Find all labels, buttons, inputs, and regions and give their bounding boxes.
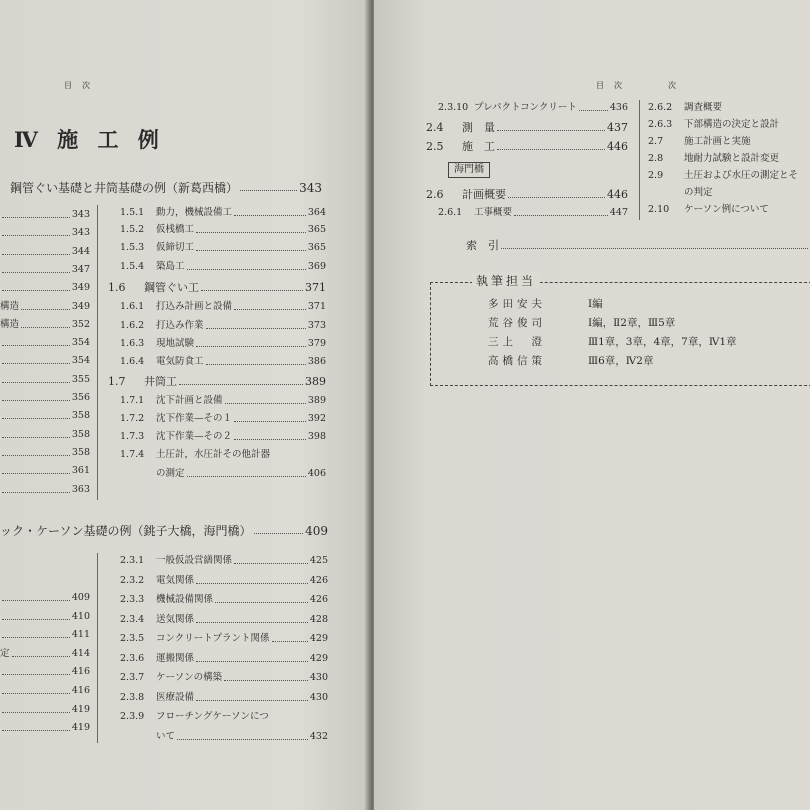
entry-number: 2.6.2 <box>648 102 673 113</box>
toc-entry <box>120 412 326 426</box>
toc-entry-cut <box>0 318 90 332</box>
leader-dots <box>196 691 308 701</box>
entry-page: 406 <box>307 468 326 479</box>
entry-title: 動力，機械設備工 <box>156 207 233 218</box>
leader-dots <box>12 647 70 657</box>
entry-title: プレパクトコンクリート <box>474 102 577 113</box>
toc-entry <box>120 574 328 588</box>
entry-page: 392 <box>307 413 326 424</box>
chapter1-heading-text: 鋼管ぐい基礎と井筒基礎の例（新葛西橋） <box>10 181 239 195</box>
leader-dots <box>254 524 304 534</box>
toc-entry <box>426 140 628 154</box>
leader-dots <box>179 375 303 385</box>
leader-dots <box>206 319 306 329</box>
entry-number: 2.6 <box>426 188 444 201</box>
entry-page: 429 <box>309 633 328 644</box>
toc-entry <box>648 152 810 166</box>
leader-dots <box>2 373 70 383</box>
entry-title: 沈下作業—その１ <box>156 413 233 424</box>
toc-entry <box>120 652 328 666</box>
entry-title: の測定 <box>156 468 185 479</box>
entry-page: 414 <box>71 647 90 659</box>
entry-page: 365 <box>307 242 326 253</box>
entry-page: 426 <box>309 594 328 605</box>
leader-dots <box>2 628 70 638</box>
entry-page: 347 <box>71 263 90 275</box>
entry-title: ケーソンの構築 <box>156 672 223 683</box>
entry-title: 医療設備 <box>156 691 195 703</box>
entry-page: 343 <box>71 227 90 239</box>
leader-dots <box>2 684 70 694</box>
leader-dots <box>501 239 808 249</box>
entry-title: 沈下計画と設備 <box>156 395 223 406</box>
leader-dots <box>21 300 70 310</box>
staff-row <box>488 353 653 368</box>
entry-page: 430 <box>309 672 328 683</box>
toc-entry-cut <box>0 354 90 368</box>
toc-entry <box>120 430 326 444</box>
leader-dots <box>2 226 70 236</box>
toc-entry-cut <box>0 647 90 661</box>
right-running-header-2: 次 <box>668 81 677 90</box>
entry-number: 1.6.3 <box>120 338 145 349</box>
column-divider <box>97 205 98 500</box>
leader-dots <box>196 652 308 662</box>
toc-entry-cut <box>0 336 90 350</box>
entry-page: 410 <box>71 610 90 622</box>
entry-page: 416 <box>71 685 90 696</box>
staff-role: Ⅲ1章，3章，4章，7章，Ⅳ1章 <box>588 336 737 348</box>
leader-dots <box>196 241 306 251</box>
toc-entry <box>438 206 628 220</box>
toc-entry <box>648 169 810 183</box>
column-divider <box>639 100 640 220</box>
entry-page: 379 <box>307 338 326 349</box>
toc-entry <box>120 448 326 462</box>
entry-title: 定 <box>0 647 10 659</box>
right-page <box>374 0 810 810</box>
entry-page: 429 <box>309 652 328 664</box>
right-running-header: 目 次 <box>596 81 623 90</box>
staff-row <box>488 315 675 330</box>
entry-page: 419 <box>71 722 90 734</box>
entry-title: 仮桟橋工 <box>156 224 195 235</box>
leader-dots <box>2 245 70 255</box>
toc-entry-cut <box>0 300 90 314</box>
toc-entry <box>120 593 328 607</box>
leader-dots <box>234 430 306 440</box>
leader-dots <box>177 730 308 740</box>
toc-entry <box>438 101 628 115</box>
toc-entry-cut <box>0 684 90 698</box>
entry-page: 364 <box>307 207 326 218</box>
entry-title: フローチングケーソンにつ <box>156 711 269 722</box>
index-entry <box>466 239 810 253</box>
column-divider-2 <box>97 553 98 743</box>
leader-dots <box>497 121 605 131</box>
entry-number: 1.6.2 <box>120 320 145 331</box>
entry-number: 2.3.1 <box>120 555 145 566</box>
toc-entry-cut <box>0 428 90 442</box>
leader-dots <box>2 409 70 419</box>
entry-number: 2.3.8 <box>120 691 145 703</box>
entry-page: 411 <box>71 629 90 641</box>
entry-title: コンクリートプラント関係 <box>156 633 270 644</box>
toc-entry <box>426 188 628 202</box>
toc-entry-cut <box>0 281 90 295</box>
staff-row <box>488 296 603 311</box>
leader-dots <box>196 613 308 623</box>
entry-title: 地耐力試験と設計変更 <box>684 153 780 164</box>
toc-entry <box>120 710 328 724</box>
toc-entry <box>120 337 326 351</box>
entry-number: 2.3.10 <box>438 102 469 113</box>
entry-title: 打込み計画と設備 <box>156 301 233 312</box>
entry-page: 358 <box>71 410 90 422</box>
entry-page: 398 <box>307 431 326 442</box>
entry-title: 送気関係 <box>156 613 195 625</box>
leader-dots <box>196 574 308 584</box>
chapter1-heading <box>10 181 322 195</box>
entry-page: 361 <box>71 465 90 477</box>
entry-number: 1.5.3 <box>120 242 145 253</box>
toc-entry-cut <box>0 373 90 387</box>
entry-page: 356 <box>71 392 90 403</box>
toc-entry-cut <box>0 610 90 624</box>
leader-dots <box>240 181 297 191</box>
entry-title: 構造 <box>0 300 20 312</box>
entry-number: 1.5.4 <box>120 261 145 272</box>
entry-title: 現地試験 <box>156 338 195 349</box>
leader-dots <box>225 394 306 404</box>
leader-dots <box>234 206 306 216</box>
entry-page: 386 <box>307 356 326 367</box>
entry-number <box>120 467 156 481</box>
entry-title: 測 量 <box>462 120 495 134</box>
leader-dots <box>187 260 306 270</box>
index-label: 索 引 <box>466 239 499 252</box>
leader-dots <box>206 355 306 365</box>
toc-entry <box>120 355 326 369</box>
entry-number: 1.6 <box>108 281 126 294</box>
entry-title: 井筒工 <box>144 375 177 388</box>
entry-page: 371 <box>305 281 326 294</box>
entry-number: 2.7 <box>648 136 664 147</box>
toc-entry <box>120 300 326 314</box>
leader-dots <box>2 610 70 620</box>
leader-dots <box>272 632 308 642</box>
entry-page: 432 <box>309 730 328 742</box>
leader-dots <box>2 446 70 456</box>
entry-page: 371 <box>307 301 326 312</box>
entry-number: 2.9 <box>648 170 664 181</box>
entry-number <box>120 730 156 744</box>
entry-page: 409 <box>71 592 90 603</box>
toc-entry <box>120 554 328 568</box>
entry-title: 施工計画と実施 <box>684 136 751 147</box>
entry-page: 430 <box>309 691 328 703</box>
entry-number: 1.7.2 <box>120 413 145 424</box>
toc-entry <box>108 375 326 389</box>
entry-title: 電気関係 <box>156 574 195 586</box>
entry-title: 電気防食工 <box>156 356 204 367</box>
leader-dots <box>2 428 70 438</box>
toc-entry <box>120 223 326 237</box>
entry-title: 工事概要 <box>474 207 513 218</box>
leader-dots <box>196 337 306 347</box>
staff-name: 三上 澄 <box>488 336 546 348</box>
toc-entry <box>120 319 326 333</box>
entry-page: 358 <box>71 446 90 458</box>
staff-name: 多田安夫 <box>488 298 546 310</box>
entry-title: 土圧計，水圧計その他計器 <box>156 449 271 460</box>
entry-number: 1.5.2 <box>120 224 145 235</box>
entry-page: 349 <box>71 300 90 312</box>
leader-dots <box>2 464 70 474</box>
entry-title: 鋼管ぐい工 <box>144 281 199 294</box>
leader-dots <box>187 467 306 477</box>
leader-dots <box>196 223 306 233</box>
toc-entry-cut <box>0 721 90 735</box>
toc-entry <box>648 203 810 217</box>
toc-entry <box>426 121 628 135</box>
toc-entry <box>648 135 810 149</box>
entry-title: ケーソン例について <box>684 204 769 215</box>
entry-page: 447 <box>609 207 628 218</box>
entry-number: 2.5 <box>426 140 444 153</box>
entry-number: 2.3.7 <box>120 672 145 683</box>
leader-dots <box>234 300 306 310</box>
entry-page: 446 <box>607 188 628 201</box>
entry-title: 一般仮設営繕関係 <box>156 555 233 566</box>
toc-entry-cut <box>0 226 90 240</box>
entry-number: 2.10 <box>648 204 670 215</box>
toc-entry-cut <box>0 628 90 642</box>
entry-number: 1.5.1 <box>120 207 145 218</box>
section-box-label: 海門橋 <box>448 162 490 178</box>
entry-page: 355 <box>71 373 90 385</box>
leader-dots <box>2 391 70 401</box>
staff-name: 荒谷俊司 <box>488 317 546 329</box>
toc-entry <box>120 394 326 408</box>
left-running-header: 目 次 <box>64 81 91 90</box>
leader-dots <box>2 208 70 218</box>
entry-page: 389 <box>307 395 326 406</box>
entry-number: 2.6.3 <box>648 119 673 130</box>
leader-dots <box>2 336 70 346</box>
entry-number: 2.6.1 <box>438 207 463 218</box>
leader-dots <box>215 593 308 603</box>
chapter2-heading-text: ック・ケーソン基礎の例（銚子大橋，海門橋） <box>0 524 252 538</box>
part-title: Ⅳ 施 工 例 <box>14 127 165 152</box>
toc-entry-cut <box>0 665 90 679</box>
leader-dots <box>579 101 608 111</box>
toc-entry <box>648 118 810 132</box>
entry-page: 363 <box>71 483 90 495</box>
staff-name: 高橋信策 <box>488 355 546 367</box>
entry-title: 土圧および水圧の測定とそ <box>684 170 799 181</box>
entry-title: 機械設備関係 <box>156 594 214 605</box>
leader-dots <box>201 281 303 291</box>
entry-number: 2.3.9 <box>120 711 145 722</box>
leader-dots <box>497 140 605 150</box>
entry-page: 349 <box>71 282 90 294</box>
leader-dots <box>224 671 308 681</box>
toc-entry-cut <box>0 208 90 222</box>
entry-page: 436 <box>609 102 628 113</box>
entry-number: 1.6.4 <box>120 356 145 367</box>
staff-title: 執筆担当 <box>472 272 540 289</box>
leader-dots <box>234 554 308 564</box>
toc-entry <box>120 671 328 685</box>
toc-entry <box>120 632 328 646</box>
leader-dots <box>514 206 608 216</box>
entry-number <box>648 186 684 200</box>
entry-page: 389 <box>305 375 326 388</box>
entry-number: 2.3.6 <box>120 652 145 664</box>
toc-entry-cut <box>0 483 90 497</box>
entry-title: 沈下作業—その２ <box>156 431 233 442</box>
toc-entry <box>120 206 326 220</box>
toc-entry <box>648 186 810 200</box>
leader-dots <box>21 318 70 328</box>
entry-number: 1.7.1 <box>120 395 145 406</box>
staff-role: Ⅰ編，Ⅱ2章，Ⅲ5章 <box>588 317 676 329</box>
leader-dots <box>234 412 306 422</box>
entry-title: 運搬関係 <box>156 652 195 664</box>
entry-title: 計画概要 <box>462 188 506 201</box>
leader-dots <box>2 354 70 364</box>
entry-title: 下部構造の決定と設計 <box>684 119 780 130</box>
staff-row <box>488 334 737 349</box>
entry-page: 365 <box>307 224 326 235</box>
toc-entry-cut <box>0 446 90 460</box>
leader-dots <box>508 188 605 198</box>
entry-title: 仮締切工 <box>156 242 195 253</box>
entry-number: 1.6.1 <box>120 301 145 312</box>
entry-page: 426 <box>309 574 328 586</box>
entry-number: 2.3.3 <box>120 594 145 605</box>
toc-entry <box>108 281 326 295</box>
toc-entry-cut <box>0 263 90 277</box>
entry-title: 構造 <box>0 318 20 330</box>
entry-title: の判定 <box>684 187 713 198</box>
entry-number: 1.7.3 <box>120 431 145 442</box>
entry-title: いて <box>156 730 176 742</box>
toc-entry-cut <box>0 391 90 405</box>
leader-dots <box>2 263 70 273</box>
toc-entry-cut <box>0 464 90 478</box>
toc-entry-cut <box>0 591 90 605</box>
entry-title: 築島工 <box>156 261 185 272</box>
leader-dots <box>2 703 70 713</box>
leader-dots <box>2 591 70 601</box>
entry-page: 373 <box>307 320 326 331</box>
entry-title: 打込み作業 <box>156 320 204 331</box>
toc-entry-cut <box>0 703 90 717</box>
entry-page: 369 <box>307 261 326 272</box>
toc-entry <box>120 691 328 705</box>
entry-page: 428 <box>309 613 328 625</box>
entry-number: 2.3.5 <box>120 633 145 644</box>
entry-title: 施 工 <box>462 140 495 153</box>
entry-page: 343 <box>71 209 90 220</box>
entry-page: 437 <box>607 120 628 134</box>
entry-page: 352 <box>71 318 90 330</box>
chapter2-heading <box>0 524 328 538</box>
leader-dots <box>2 281 70 291</box>
entry-page: 419 <box>71 703 90 715</box>
entry-number: 2.3.2 <box>120 574 145 586</box>
chapter1-page: 343 <box>299 181 322 195</box>
toc-entry <box>120 613 328 627</box>
left-page <box>0 0 372 810</box>
toc-entry-cut <box>0 409 90 423</box>
entry-number: 1.7 <box>108 375 126 388</box>
entry-number: 2.4 <box>426 120 444 134</box>
entry-title: 調査概要 <box>684 102 723 113</box>
toc-entry <box>120 260 326 274</box>
entry-page: 416 <box>71 666 90 678</box>
chapter2-page: 409 <box>305 524 328 538</box>
leader-dots <box>2 721 70 731</box>
entry-number: 2.8 <box>648 153 664 164</box>
toc-entry <box>120 730 328 744</box>
entry-page: 446 <box>607 140 628 153</box>
entry-page: 358 <box>71 428 90 440</box>
entry-page: 354 <box>71 337 90 349</box>
entry-page: 354 <box>71 355 90 367</box>
entry-number: 1.7.4 <box>120 449 145 460</box>
entry-number: 2.3.4 <box>120 613 145 625</box>
toc-entry <box>120 467 326 481</box>
toc-entry-cut <box>0 245 90 259</box>
staff-role: Ⅰ編 <box>588 298 603 310</box>
entry-page: 344 <box>71 245 90 257</box>
leader-dots <box>2 483 70 493</box>
staff-role: Ⅲ6章，Ⅳ2章 <box>588 355 654 367</box>
toc-entry <box>648 101 810 115</box>
toc-entry <box>120 241 326 255</box>
entry-page: 425 <box>309 555 328 566</box>
leader-dots <box>2 665 70 675</box>
